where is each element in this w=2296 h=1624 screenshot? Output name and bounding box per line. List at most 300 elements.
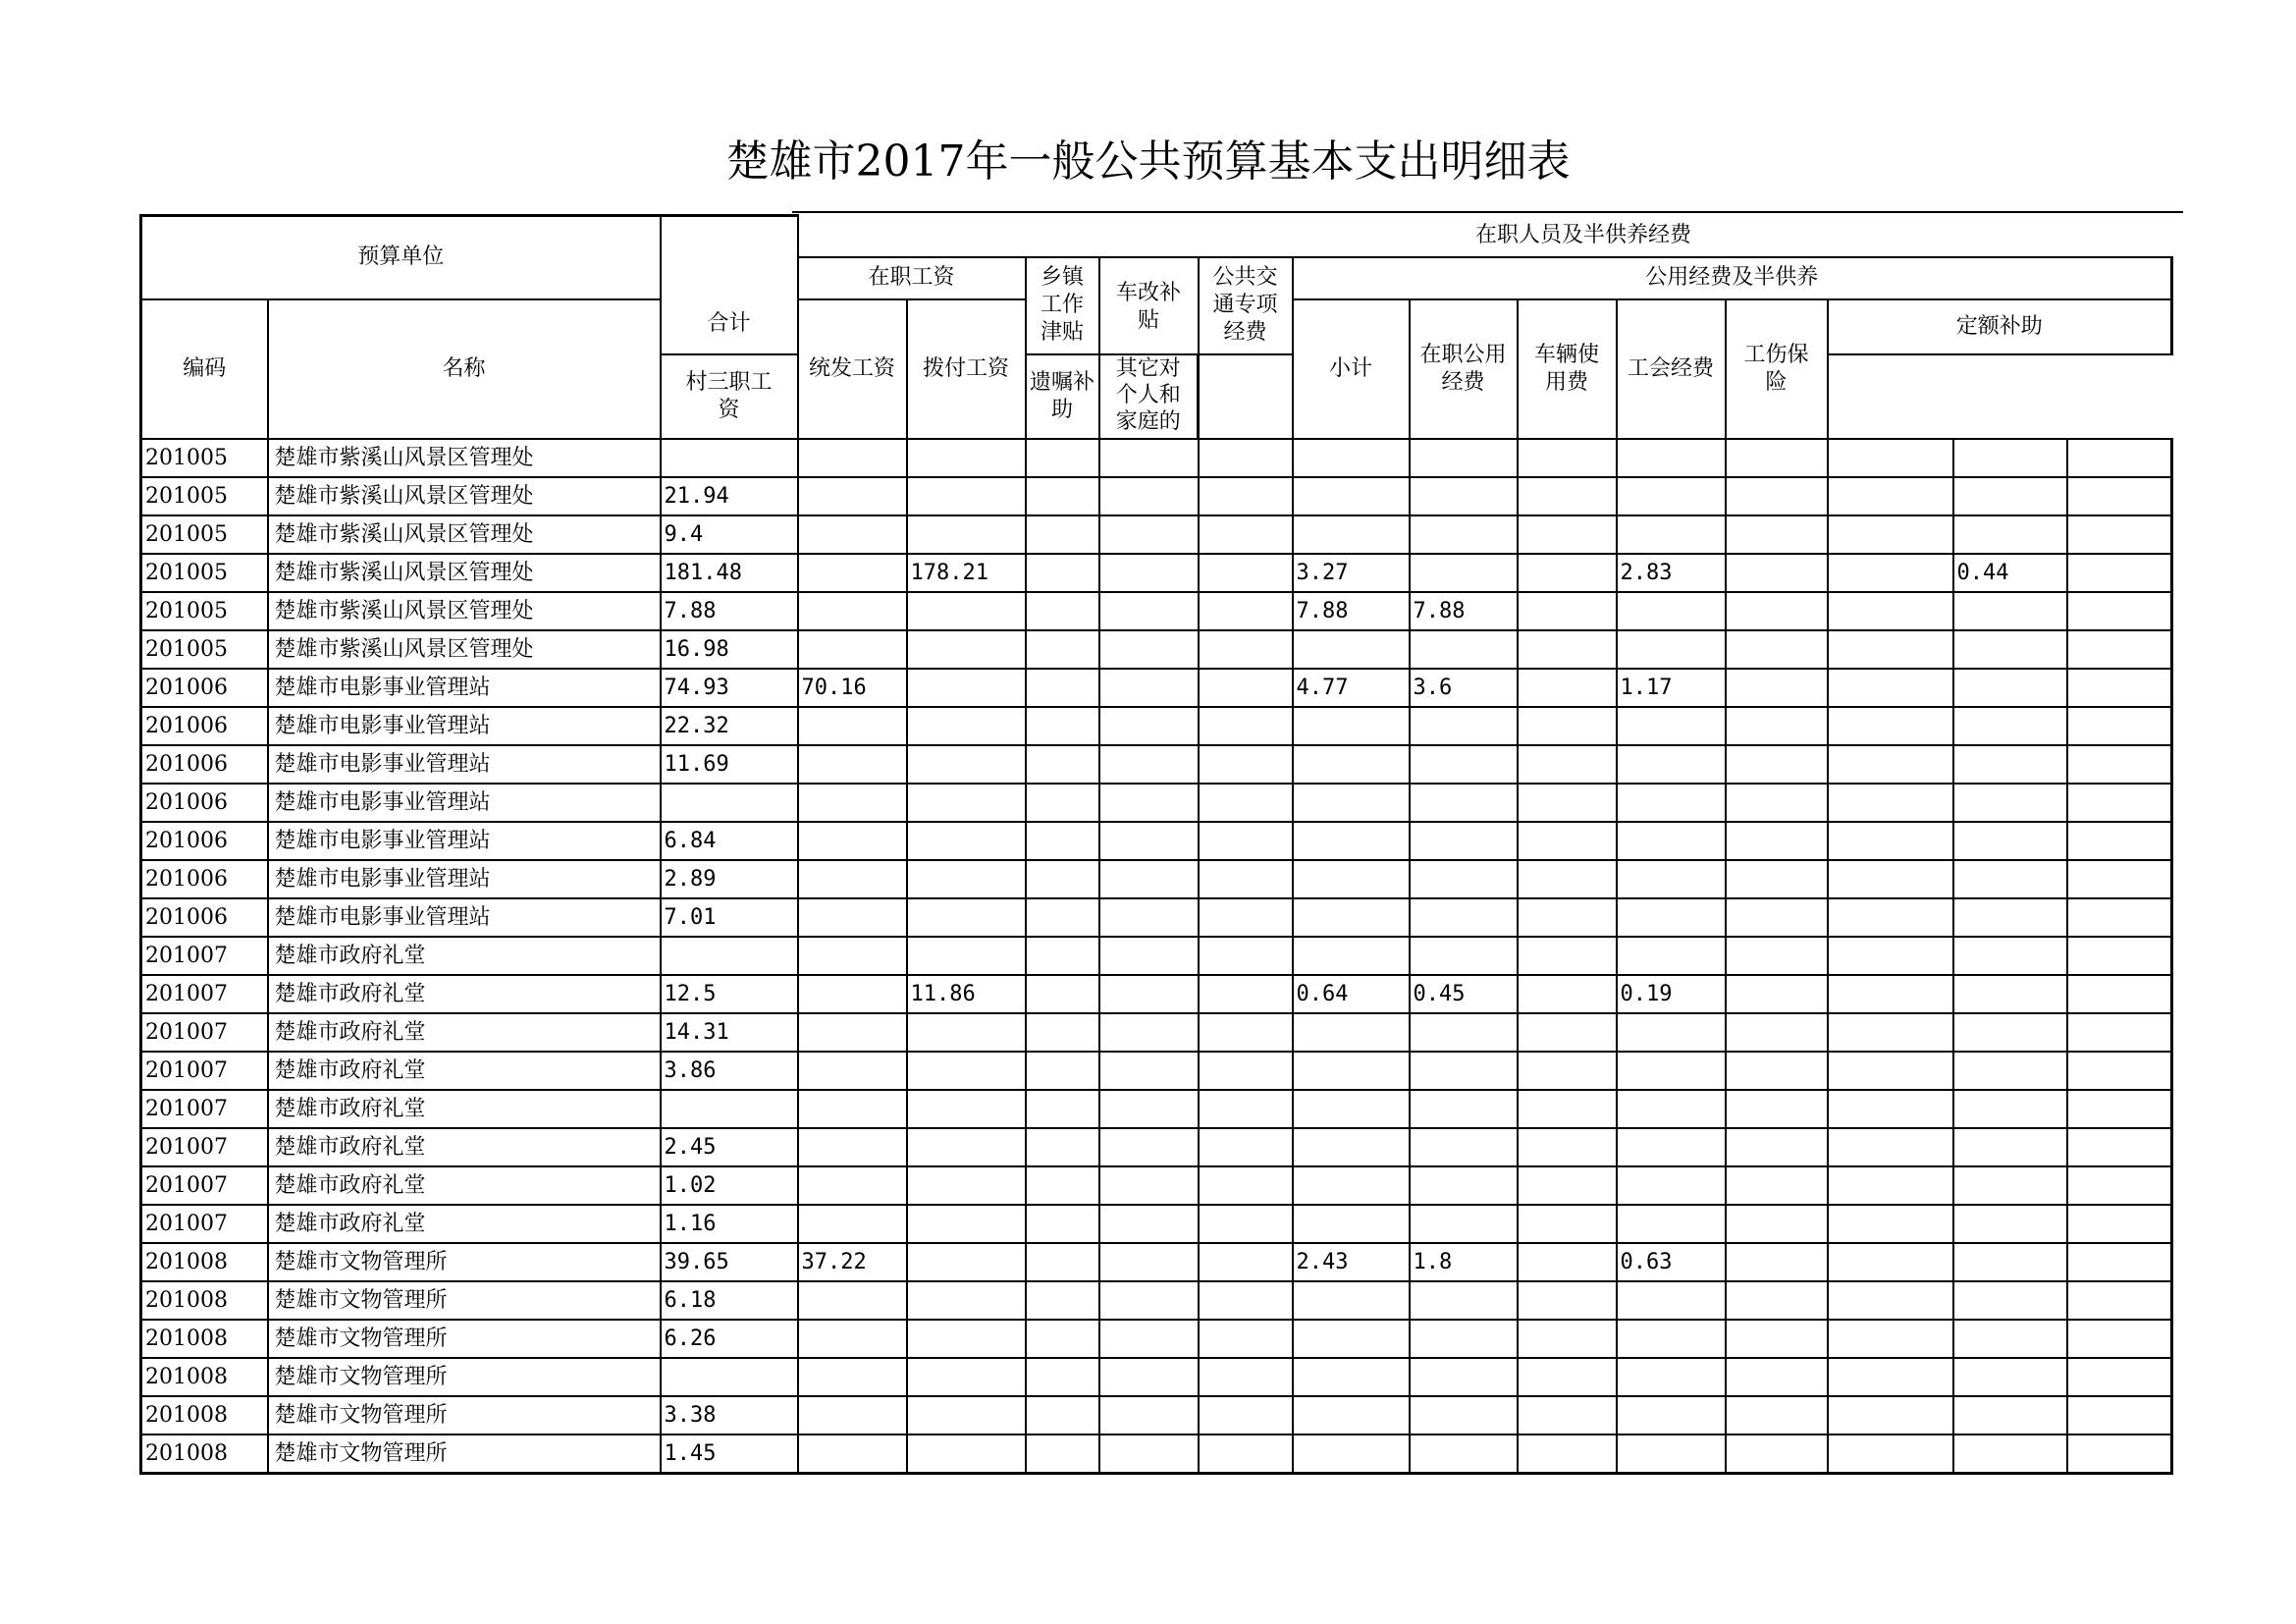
cell-empty [1199, 630, 1293, 669]
cell-bofu [907, 630, 1026, 669]
cell-name: 楚雄市电影事业管理站 [268, 898, 661, 937]
cell-empty [2067, 439, 2172, 477]
cell-code: 201007 [141, 1013, 268, 1052]
table-row [141, 822, 2172, 860]
cell-staff-public [1410, 1396, 1518, 1435]
cell-empty [1726, 1358, 1828, 1396]
cell-empty [1199, 439, 1293, 477]
cell-empty [2067, 822, 2172, 860]
cell-empty [1099, 1358, 1199, 1396]
cell-subtotal [1293, 1320, 1410, 1358]
cell-union [1617, 1320, 1726, 1358]
cell-empty [1726, 1052, 1828, 1090]
cell-total [661, 1090, 798, 1128]
cell-code: 201005 [141, 592, 268, 630]
cell-empty [1026, 1090, 1099, 1128]
cell-empty [1828, 822, 1953, 860]
cell-bequest [1953, 1396, 2067, 1435]
cell-empty [1099, 1090, 1199, 1128]
cell-empty [1099, 937, 1199, 975]
cell-staff-public [1410, 1128, 1518, 1166]
cell-empty [1828, 707, 1953, 745]
cell-empty [1518, 515, 1617, 554]
header-staff-public [1410, 299, 1518, 439]
cell-empty [1828, 1052, 1953, 1090]
cell-subtotal: 4.77 [1293, 669, 1410, 707]
cell-empty [1026, 1243, 1099, 1281]
cell-bofu [907, 1090, 1026, 1128]
table-row [141, 1396, 2172, 1435]
cell-empty [2067, 1166, 2172, 1205]
cell-bequest [1953, 745, 2067, 784]
cell-name: 楚雄市文物管理所 [268, 1358, 661, 1396]
cell-empty [1726, 1320, 1828, 1358]
cell-total: 3.86 [661, 1052, 798, 1090]
cell-total: 11.69 [661, 745, 798, 784]
cell-subtotal [1293, 745, 1410, 784]
cell-name: 楚雄市文物管理所 [268, 1435, 661, 1474]
cell-empty [2067, 1090, 2172, 1128]
cell-name: 楚雄市电影事业管理站 [268, 669, 661, 707]
cell-staff-public [1410, 1281, 1518, 1320]
cell-empty [2067, 707, 2172, 745]
cell-empty [1026, 1281, 1099, 1320]
cell-code: 201005 [141, 630, 268, 669]
cell-empty [1828, 860, 1953, 898]
cell-name: 楚雄市电影事业管理站 [268, 707, 661, 745]
cell-bequest [1953, 1090, 2067, 1128]
cell-code: 201006 [141, 822, 268, 860]
cell-union [1617, 1166, 1726, 1205]
cell-empty [1518, 784, 1617, 822]
cell-total: 14.31 [661, 1013, 798, 1052]
cell-tongfa [798, 1396, 907, 1435]
cell-empty [1099, 707, 1199, 745]
cell-bequest: 0.44 [1953, 554, 2067, 592]
cell-empty [1199, 1205, 1293, 1243]
cell-empty [1099, 1052, 1199, 1090]
cell-staff-public [1410, 439, 1518, 477]
cell-bofu [907, 1281, 1026, 1320]
cell-subtotal [1293, 1205, 1410, 1243]
cell-subtotal [1293, 898, 1410, 937]
cell-name: 楚雄市文物管理所 [268, 1320, 661, 1358]
cell-total [661, 1358, 798, 1396]
cell-empty [1828, 1128, 1953, 1166]
cell-empty [2067, 515, 2172, 554]
cell-total: 6.84 [661, 822, 798, 860]
cell-staff-public [1410, 1052, 1518, 1090]
header-vehicle-label: 车辆使用费 [1533, 342, 1599, 395]
cell-name: 楚雄市文物管理所 [268, 1243, 661, 1281]
cell-name: 楚雄市紫溪山风景区管理处 [268, 477, 661, 515]
cell-code: 201008 [141, 1320, 268, 1358]
table-row [141, 477, 2172, 515]
cell-empty [1026, 707, 1099, 745]
cell-staff-public [1410, 1166, 1518, 1205]
cell-total: 16.98 [661, 630, 798, 669]
cell-empty [1726, 898, 1828, 937]
cell-code: 201006 [141, 707, 268, 745]
cell-code: 201007 [141, 975, 268, 1013]
cell-code: 201005 [141, 439, 268, 477]
cell-bequest [1953, 1358, 2067, 1396]
cell-empty [1828, 515, 1953, 554]
cell-staff-public [1410, 630, 1518, 669]
cell-code: 201007 [141, 1205, 268, 1243]
cell-empty [2067, 1243, 2172, 1281]
cell-bofu [907, 1128, 1026, 1166]
cell-staff-public [1410, 937, 1518, 975]
table-row [141, 975, 2172, 1013]
cell-total: 1.45 [661, 1435, 798, 1474]
cell-bequest [1953, 975, 2067, 1013]
cell-union [1617, 1205, 1726, 1243]
cell-name: 楚雄市政府礼堂 [268, 1166, 661, 1205]
cell-code: 201005 [141, 554, 268, 592]
cell-bequest [1953, 1166, 2067, 1205]
cell-union [1617, 477, 1726, 515]
cell-empty [1199, 1320, 1293, 1358]
header-budget-unit: 预算单位 [141, 216, 661, 299]
cell-union [1617, 1435, 1726, 1474]
cell-empty [1026, 860, 1099, 898]
cell-union: 1.17 [1617, 669, 1726, 707]
cell-empty [1828, 1358, 1953, 1396]
cell-empty [1199, 1358, 1293, 1396]
cell-subtotal [1293, 439, 1410, 477]
cell-empty [1726, 515, 1828, 554]
cell-empty [1726, 784, 1828, 822]
cell-empty [1726, 592, 1828, 630]
cell-total: 2.89 [661, 860, 798, 898]
cell-empty [1726, 1013, 1828, 1052]
cell-empty [1518, 592, 1617, 630]
cell-total: 39.65 [661, 1243, 798, 1281]
header-total: 合计 [661, 216, 798, 354]
cell-empty [1026, 937, 1099, 975]
cell-empty [1026, 592, 1099, 630]
cell-code: 201006 [141, 898, 268, 937]
cell-empty [2067, 554, 2172, 592]
header-union: 工会经费 [1617, 299, 1726, 439]
cell-empty [1199, 477, 1293, 515]
cell-tongfa [798, 554, 907, 592]
cell-total: 74.93 [661, 669, 798, 707]
cell-empty [1828, 630, 1953, 669]
cell-empty [2067, 1205, 2172, 1243]
cell-tongfa [798, 1166, 907, 1205]
cell-empty [1828, 1320, 1953, 1358]
header-vehicle [1518, 299, 1617, 439]
cell-subtotal [1293, 1128, 1410, 1166]
cell-name: 楚雄市政府礼堂 [268, 937, 661, 975]
cell-union [1617, 860, 1726, 898]
cell-union: 0.19 [1617, 975, 1726, 1013]
cell-bequest [1953, 822, 2067, 860]
cell-empty [1026, 975, 1099, 1013]
cell-staff-public: 0.45 [1410, 975, 1518, 1013]
cell-subtotal [1293, 860, 1410, 898]
cell-tongfa [798, 592, 907, 630]
cell-code: 201005 [141, 477, 268, 515]
cell-empty [1199, 707, 1293, 745]
cell-empty [1099, 860, 1199, 898]
cell-tongfa [798, 1435, 907, 1474]
cell-empty [1026, 1396, 1099, 1435]
cell-empty [1099, 669, 1199, 707]
cell-union [1617, 822, 1726, 860]
cell-empty [1199, 898, 1293, 937]
cell-union [1617, 784, 1726, 822]
cell-tongfa [798, 1205, 907, 1243]
header-tongfa: 统发工资 [798, 299, 907, 439]
cell-empty [1726, 1243, 1828, 1281]
table-row [141, 1205, 2172, 1243]
cell-union [1617, 439, 1726, 477]
header-township [1026, 257, 1099, 354]
cell-bofu [907, 707, 1026, 745]
cell-bequest [1953, 898, 2067, 937]
cell-union [1617, 1013, 1726, 1052]
cell-empty [1518, 860, 1617, 898]
cell-union [1617, 1090, 1726, 1128]
cell-empty [1828, 1013, 1953, 1052]
cell-empty [2067, 1128, 2172, 1166]
cell-empty [1099, 1013, 1199, 1052]
cell-tongfa [798, 630, 907, 669]
cell-bequest [1953, 707, 2067, 745]
cell-empty [1518, 1166, 1617, 1205]
cell-empty [1518, 1013, 1617, 1052]
cell-empty [1026, 1013, 1099, 1052]
cell-empty [1026, 1435, 1099, 1474]
cell-empty [1026, 1166, 1099, 1205]
cell-tongfa: 70.16 [798, 669, 907, 707]
cell-empty [1099, 554, 1199, 592]
header-top-rule [792, 211, 2183, 213]
header-township-label: 乡镇工作津贴 [1040, 264, 1084, 345]
cell-staff-public [1410, 1013, 1518, 1052]
budget-table [139, 214, 2173, 1475]
cell-empty [1026, 1052, 1099, 1090]
cell-empty [1518, 1090, 1617, 1128]
cell-staff-public [1410, 898, 1518, 937]
cell-name: 楚雄市政府礼堂 [268, 1128, 661, 1166]
cell-empty [1026, 1358, 1099, 1396]
cell-empty [1099, 630, 1199, 669]
cell-bofu [907, 1013, 1026, 1052]
table-row [141, 1243, 2172, 1281]
cell-staff-public [1410, 860, 1518, 898]
cell-bofu [907, 1358, 1026, 1396]
cell-empty [2067, 1320, 2172, 1358]
cell-empty [1518, 1281, 1617, 1320]
cell-union [1617, 1358, 1726, 1396]
cell-code: 201008 [141, 1435, 268, 1474]
cell-name: 楚雄市文物管理所 [268, 1281, 661, 1320]
cell-staff-public [1410, 1320, 1518, 1358]
cell-empty [1518, 1205, 1617, 1243]
cell-empty [2067, 745, 2172, 784]
cell-empty [1199, 1166, 1293, 1205]
cell-empty [1026, 745, 1099, 784]
cell-bofu [907, 477, 1026, 515]
cell-tongfa [798, 745, 907, 784]
cell-subtotal [1293, 477, 1410, 515]
cell-empty [2067, 1358, 2172, 1396]
cell-bofu [907, 1243, 1026, 1281]
cell-empty [1099, 477, 1199, 515]
table-row [141, 1320, 2172, 1358]
cell-tongfa [798, 1358, 907, 1396]
cell-empty [1026, 439, 1099, 477]
cell-staff-public: 1.8 [1410, 1243, 1518, 1281]
cell-empty [1828, 937, 1953, 975]
cell-empty [1199, 975, 1293, 1013]
cell-empty [1726, 1166, 1828, 1205]
cell-code: 201006 [141, 745, 268, 784]
cell-bofu [907, 592, 1026, 630]
cell-union [1617, 1128, 1726, 1166]
cell-empty [1828, 784, 1953, 822]
cell-union [1617, 630, 1726, 669]
header-transport-label: 公共交通专项经费 [1212, 264, 1278, 345]
cell-staff-public [1410, 515, 1518, 554]
table-row [141, 630, 2172, 669]
cell-bofu: 178.21 [907, 554, 1026, 592]
cell-empty [1828, 477, 1953, 515]
cell-empty [1726, 1205, 1828, 1243]
header-subtotal: 小计 [1293, 299, 1410, 439]
cell-empty [1518, 707, 1617, 745]
cell-empty [2067, 1052, 2172, 1090]
cell-subtotal [1293, 1090, 1410, 1128]
cell-empty [1726, 707, 1828, 745]
cell-empty [2067, 477, 2172, 515]
table-row [141, 860, 2172, 898]
cell-empty [1518, 1320, 1617, 1358]
cell-union [1617, 1052, 1726, 1090]
cell-total [661, 784, 798, 822]
cell-staff-public [1410, 745, 1518, 784]
cell-union [1617, 937, 1726, 975]
header-injury-label: 工伤保险 [1743, 342, 1809, 395]
cell-union: 0.63 [1617, 1243, 1726, 1281]
cell-empty [1199, 1013, 1293, 1052]
cell-staff-public [1410, 784, 1518, 822]
cell-tongfa [798, 439, 907, 477]
table-row [141, 1435, 2172, 1474]
header-injury [1726, 299, 1828, 439]
cell-subtotal [1293, 1396, 1410, 1435]
cell-bequest [1953, 515, 2067, 554]
cell-empty [1199, 1052, 1293, 1090]
cell-bofu: 11.86 [907, 975, 1026, 1013]
cell-name: 楚雄市政府礼堂 [268, 1090, 661, 1128]
cell-bofu [907, 1435, 1026, 1474]
cell-name: 楚雄市电影事业管理站 [268, 784, 661, 822]
cell-union [1617, 515, 1726, 554]
cell-subtotal: 2.43 [1293, 1243, 1410, 1281]
cell-tongfa [798, 1013, 907, 1052]
cell-empty [1518, 1435, 1617, 1474]
cell-empty [1518, 1128, 1617, 1166]
cell-total: 21.94 [661, 477, 798, 515]
cell-bofu [907, 515, 1026, 554]
cell-bofu [907, 1166, 1026, 1205]
cell-empty [2067, 669, 2172, 707]
cell-tongfa [798, 822, 907, 860]
cell-empty [1099, 1128, 1199, 1166]
cell-empty [1199, 745, 1293, 784]
cell-subtotal [1293, 1013, 1410, 1052]
cell-union [1617, 1396, 1726, 1435]
cell-empty [1099, 822, 1199, 860]
cell-bequest [1953, 630, 2067, 669]
cell-name: 楚雄市紫溪山风景区管理处 [268, 554, 661, 592]
cell-tongfa [798, 860, 907, 898]
cell-empty [1828, 745, 1953, 784]
cell-code: 201006 [141, 860, 268, 898]
cell-empty [2067, 1281, 2172, 1320]
cell-empty [1726, 669, 1828, 707]
cell-bofu [907, 745, 1026, 784]
cell-empty [1099, 1243, 1199, 1281]
cell-total: 2.45 [661, 1128, 798, 1166]
cell-empty [1099, 975, 1199, 1013]
cell-subtotal [1293, 707, 1410, 745]
header-bequest: 遗嘱补助 [1026, 354, 1099, 439]
cell-name: 楚雄市紫溪山风景区管理处 [268, 630, 661, 669]
cell-empty [2067, 898, 2172, 937]
cell-total: 1.16 [661, 1205, 798, 1243]
cell-tongfa [798, 1281, 907, 1320]
cell-empty [2067, 860, 2172, 898]
header-code: 编码 [141, 299, 268, 439]
cell-empty [1199, 784, 1293, 822]
cell-subtotal [1293, 784, 1410, 822]
cell-staff-public [1410, 1435, 1518, 1474]
cell-bofu [907, 439, 1026, 477]
cell-empty [1518, 937, 1617, 975]
header-name: 名称 [268, 299, 661, 439]
cell-tongfa [798, 937, 907, 975]
cell-empty [2067, 1396, 2172, 1435]
cell-empty [1518, 1358, 1617, 1396]
cell-code: 201007 [141, 937, 268, 975]
cell-bequest [1953, 1052, 2067, 1090]
cell-bequest [1953, 1281, 2067, 1320]
cell-empty [1199, 554, 1293, 592]
cell-name: 楚雄市政府礼堂 [268, 1052, 661, 1090]
cell-total [661, 439, 798, 477]
cell-empty [1099, 898, 1199, 937]
cell-code: 201008 [141, 1358, 268, 1396]
header-bofu: 拨付工资 [907, 299, 1026, 439]
cell-empty [1199, 1396, 1293, 1435]
cell-bequest [1953, 860, 2067, 898]
cell-union: 2.83 [1617, 554, 1726, 592]
cell-empty [1199, 592, 1293, 630]
cell-total: 7.01 [661, 898, 798, 937]
cell-empty [1726, 439, 1828, 477]
cell-tongfa [798, 975, 907, 1013]
cell-empty [1828, 975, 1953, 1013]
cell-staff-public [1410, 822, 1518, 860]
header-staff-group: 在职人员及半供养经费 [798, 216, 2172, 257]
cell-empty [2067, 630, 2172, 669]
